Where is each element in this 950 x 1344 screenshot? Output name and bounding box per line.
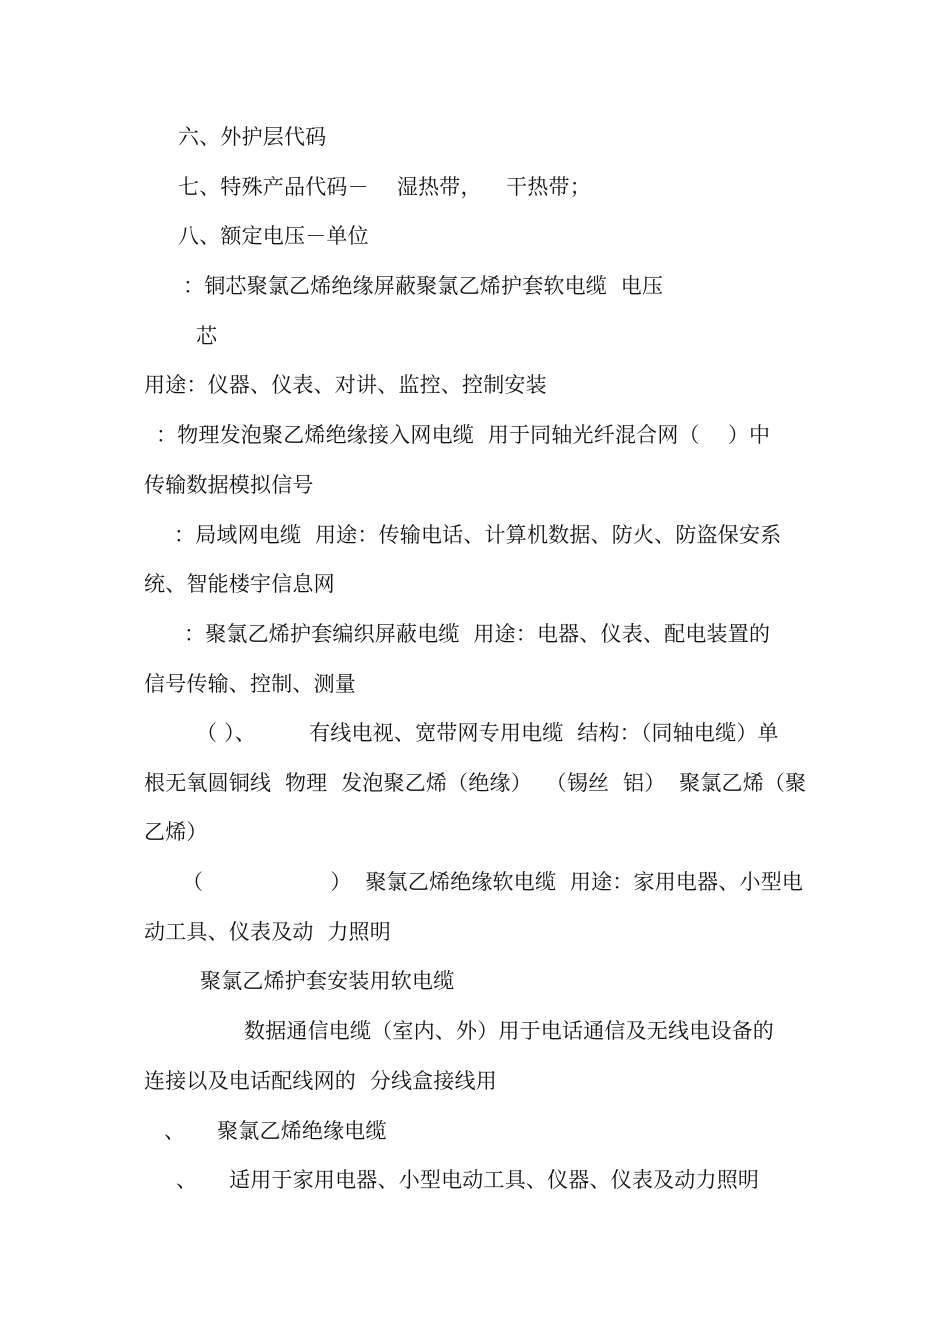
text-line: 统、智能楼宇信息网 [144,572,335,596]
text-line: 乙烯） [144,820,208,844]
text-line: （ ）、 有线电视、宽带网专用电缆 结构：（同轴电缆）单 [196,721,779,745]
text-line: 八、额定电压－单位 [178,224,369,248]
text-line: （ ） 聚氯乙烯绝缘软电缆 用途：家用电器、小型电 [182,870,804,894]
text-line: 、 聚氯乙烯绝缘电缆 [164,1119,387,1143]
text-line: 数据通信电缆（室内、外）用于电话通信及无线电设备的 [244,1019,774,1043]
text-line: 动工具、仪表及动 力照明 [144,920,391,944]
text-line: 用途：仪器、仪表、对讲、监控、控制安装 [144,373,547,397]
text-line: 信号传输、控制、测量 [144,672,356,696]
text-line: 、 适用于家用电器、小型电动工具、仪器、仪表及动力照明 [176,1168,760,1192]
text-line: ：铜芯聚氯乙烯绝缘屏蔽聚氯乙烯护套软电缆 电压 [183,274,664,298]
text-line: 芯 [196,324,218,348]
text-line: 传输数据模拟信号 [144,473,314,497]
text-line: 根无氧圆铜线 物理 发泡聚乙烯（绝缘） （锡丝 铝） 聚氯乙烯（聚 [144,771,807,795]
text-line: ：聚氯乙烯护套编织屏蔽电缆 用途：电器、仪表、配电装置的 [184,622,771,646]
text-line: 六、外护层代码 [178,125,327,149]
text-line: ：局域网电缆 用途：传输电话、计算机数据、防火、防盗保安系 [174,523,782,547]
text-line: 七、特殊产品代码－ 湿热带， 干热带； [178,175,591,199]
text-line: ：物理发泡聚乙烯绝缘接入网电缆 用于同轴光纤混合网（ ）中 [156,423,771,447]
text-line: 连接以及电话配线网的 分线盒接线用 [144,1069,497,1093]
text-line: 聚氯乙烯护套安装用软电缆 [200,969,455,993]
